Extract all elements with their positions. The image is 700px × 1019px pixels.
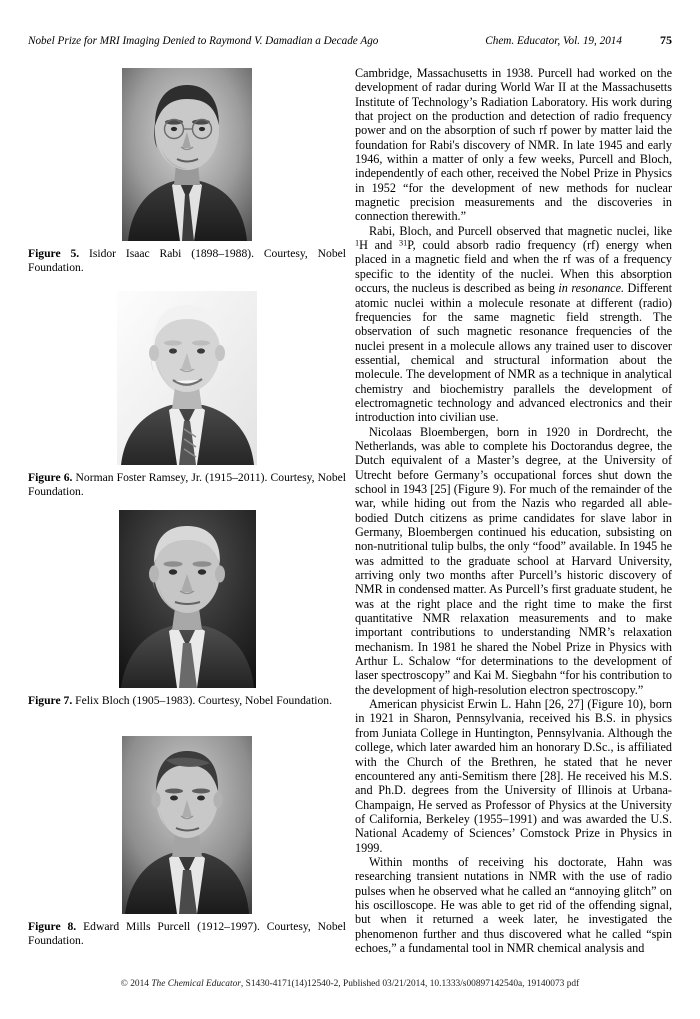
p2-part-a: Rabi, Bloch, and Purcell observed that magnetic nuclei, like <box>369 223 672 238</box>
figure-5-label: Figure 5. <box>28 247 80 260</box>
p2-part-c: P, could absorb radio frequency (rf) energy when placed in a magnetic field and when the rf was of a frequency specific to the identity of the nuclei. When this absorption occurs, the nucleus is described as being <box>355 238 673 296</box>
footer-details: , S1430-4171(14)12540-2, Published 03/21/2014, 10.1333/s00897142540a, 19140073 pdf <box>240 979 580 989</box>
footer-copyright: © 2014 <box>120 979 152 989</box>
figure-7-photo <box>119 510 256 688</box>
figure-5 <box>28 68 346 274</box>
body-paragraph-2 <box>355 224 672 425</box>
figure-6-photo <box>117 291 257 465</box>
figure-6-caption-text: Norman Foster Ramsey, Jr. (1915–2011). Courtesy, Nobel Foundation. <box>28 471 346 498</box>
body-paragraph-4: American physicist Erwin L. Hahn [26, 27] (Figure 10), born in 1921 in Sharon, Pennsylvania, received his B.S. in physics from Juniata College in Huntington, Pennsylvania. Although the college, which later awarded him an honorary D.Sc., is affiliated with the Church of the Brethren, he stated that he never encountered any anti-Semitism there [28]. He received his M.S. and Ph.D. degrees from the University of Illinois at Urbana-Champaign, He served as Professor of Physics at the University of California, Berkeley (1955–1991) and was awarded the U.S. National Academy of Sciences’ Comstock Prize in Physics in 1999. <box>355 697 672 855</box>
footer-journal-name: The Chemical Educator <box>151 979 241 989</box>
page-footer <box>28 978 672 990</box>
figure-7-caption <box>28 694 346 708</box>
p2-part-d: Different atomic nuclei within a molecule resonate at different (radio) frequencies for the same magnetic field strength. The observation of such magnetic resonance frequencies of the nuclei present in a molecule allows any trained user to discover essential, chemical and structural information about the molecule. The development of NMR as a technique in analytical chemistry and biochemistry parallels the development of electromagnetic technology and advanced electronics and their introduction into civilian use. <box>355 281 672 425</box>
right-column <box>355 66 672 955</box>
figure-7-caption-text: Felix Bloch (1905–1983). Courtesy, Nobel Foundation. <box>72 694 333 707</box>
figure-8-caption-text: Edward Mills Purcell (1912–1997). Courtesy, Nobel Foundation. <box>28 920 347 947</box>
figure-6-label: Figure 6. <box>28 471 73 484</box>
page-number: 75 <box>660 33 672 47</box>
figure-5-caption <box>28 247 346 274</box>
figure-8 <box>28 736 346 947</box>
body-paragraph-1: Cambridge, Massachusetts in 1938. Purcell had worked on the development of radar during World War II at the Massachusetts Institute of Technology’s Radiation Laboratory. His work during that project on the production and detection of radio frequency power and on the absorption of such rf power by matter laid the foundation for Rabi's discovery of NMR. In late 1945 and early 1946, within a matter of only a few weeks, Purcell and Bloch, independently of each other, received the Nobel Prize in Physics in 1952 “for the development of new methods for nuclear magnetic precision measurements and the discoveries in connection therewith.” <box>355 66 672 224</box>
figure-7 <box>28 510 346 708</box>
running-head-title: Nobel Prize for MRI Imaging Denied to Raymond V. Damadian a Decade Ago <box>28 35 379 47</box>
figure-5-photo <box>122 68 252 241</box>
body-paragraph-5: Within months of receiving his doctorate, Hahn was researching transient nutations in NMR with the use of radio pulses when he observed what he called an “annoying glitch” on his oscilloscope. He was able to get rid of the offending signal, but when it returned a week later, he investigated the phenomenon further and thus discovered what he called “spin echoes,” a fundamental tool in NMR chemical analysis and <box>355 854 672 955</box>
p2-part-b: H and <box>359 238 400 253</box>
figure-8-caption <box>28 920 346 947</box>
figure-6-caption <box>28 471 346 498</box>
running-head-journal: Chem. Educator, Vol. 19, 2014 <box>485 35 622 47</box>
running-head <box>28 33 672 48</box>
figure-7-label: Figure 7. <box>28 694 73 707</box>
figure-8-photo <box>122 736 252 914</box>
phosphorus-31-superscript: 31 <box>399 238 408 248</box>
in-resonance-emphasis: in resonance. <box>558 281 625 296</box>
hydrogen-1-superscript: 1 <box>355 238 360 248</box>
body-paragraph-3: Nicolaas Bloembergen, born in 1920 in Dordrecht, the Netherlands, was able to complete his Doctorandus degree, the Dutch equivalent of a Master’s degree, at the University of Utrecht before Germany’s occupational forces shut down the school in 1943 [25] (Figure 9). For much of the remainder of the war, while hiding out from the Nazis who regarded all able-bodied Dutch citizens as prime candidates for slave labor in Germany, Bloembergen continued his education, subsisting on non-nutritional tulip bulbs, the only “food” available. In 1945 he was admitted to the graduate school at Harvard University, arriving only two months after Purcell’s historic discovery of NMR in condensed matter. As Purcell’s first graduate student, he was at the right place and the right time to make the first quantitative NMR relaxation measurements and to make important contributions to understanding NMR’s relaxation mechanism. In 1981 he shared the Nobel Prize in Physics with Arthur L. Schalow “for determinations to the development of laser spectroscopy” and Kai M. Siegbahn “for his contribution to the development of high-resolution electron spectroscopy.” <box>355 424 672 697</box>
figure-5-caption-text: Isidor Isaac Rabi (1898–1988). Courtesy, Nobel Foundation. <box>28 247 346 274</box>
figure-6 <box>28 291 346 498</box>
figure-8-label: Figure 8. <box>28 920 77 933</box>
